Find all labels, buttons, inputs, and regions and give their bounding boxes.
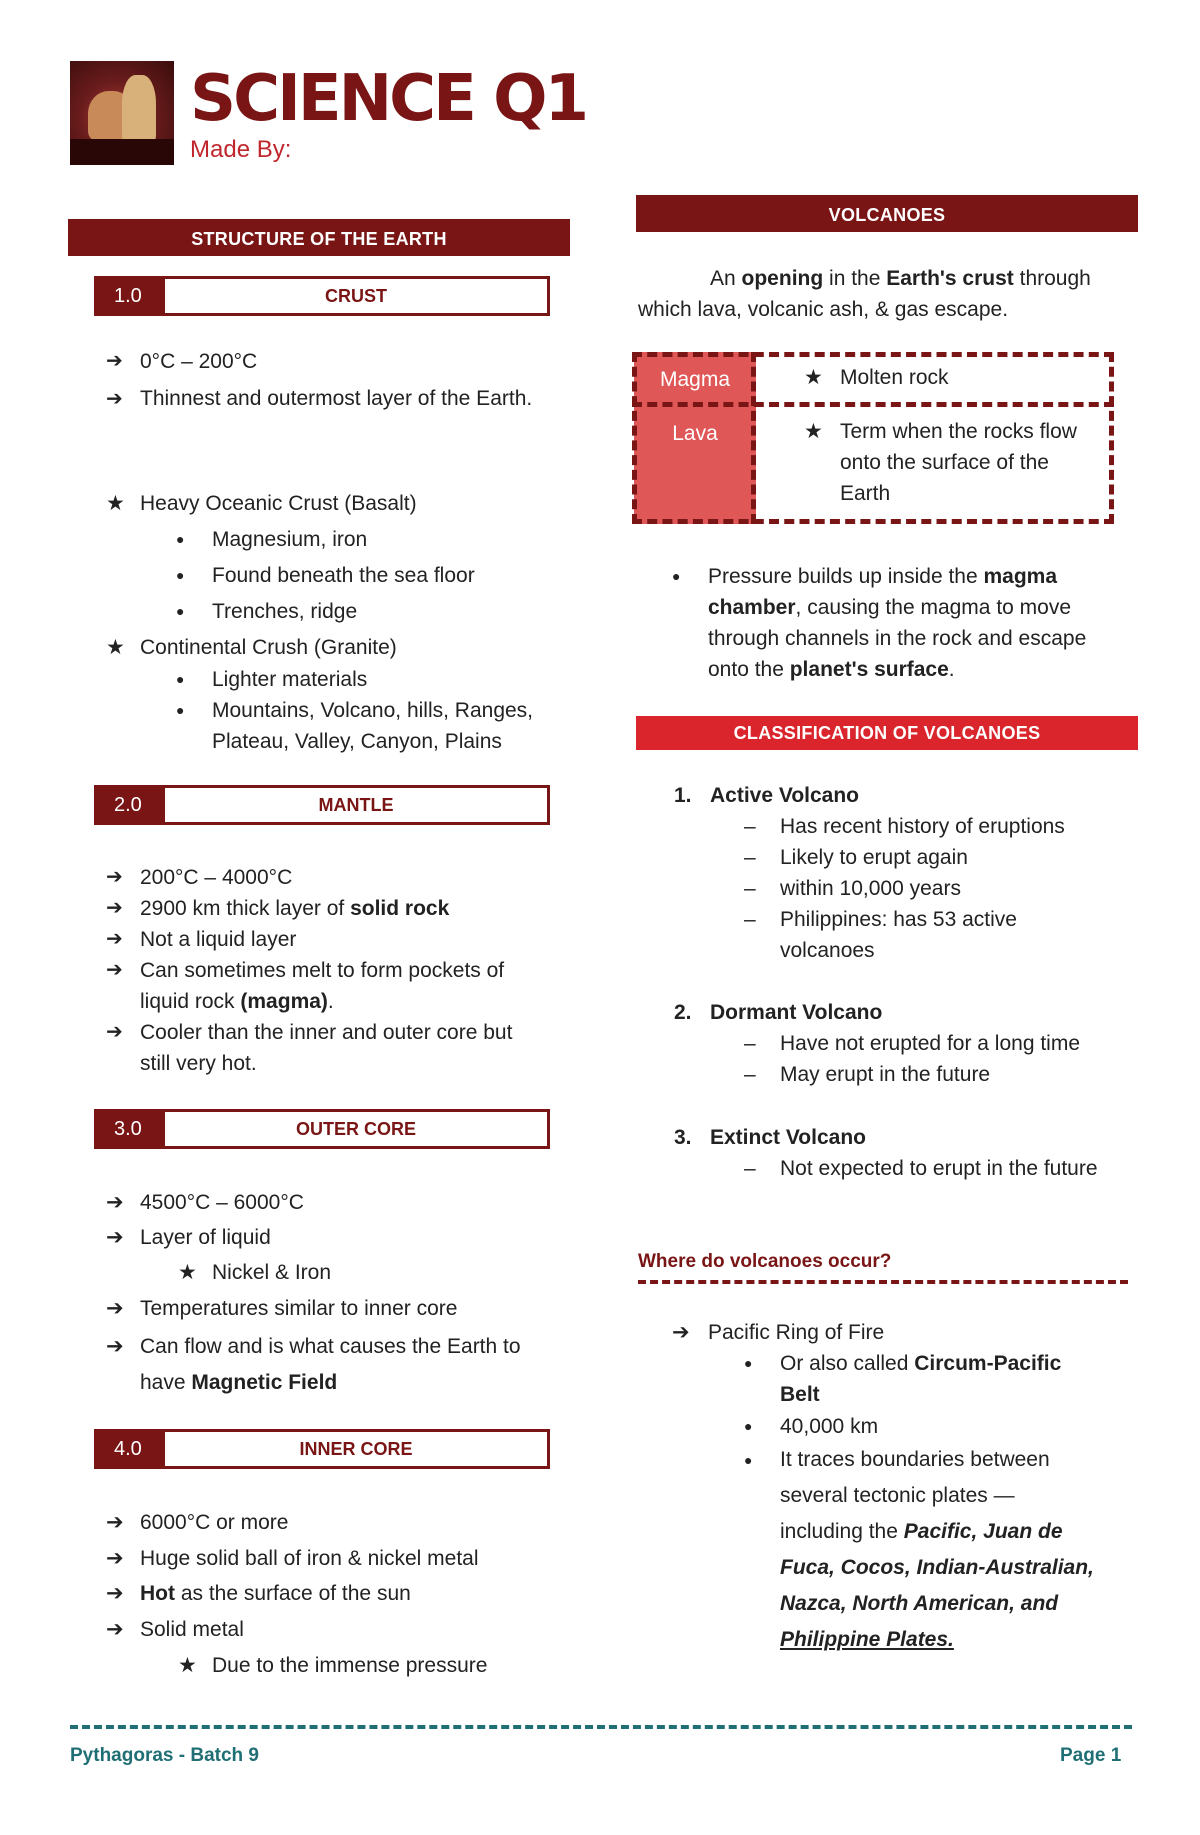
pressure-note: ● Pressure builds up inside the magma chamber, causing the magma to move through channels in the rock and escape onto the planet's surface. — [672, 565, 1087, 681]
list-item: – Has recent history of eruptions — [736, 811, 1065, 842]
page-title: SCIENCE Q1 — [190, 62, 587, 136]
layer-number: 1.0 — [94, 276, 162, 316]
layer-name: MANTLE — [162, 785, 550, 825]
list-item: – Likely to erupt again — [736, 842, 968, 873]
list-item: ➔ Can sometimes melt to form pockets of liquid rock (magma). — [94, 955, 574, 1017]
layer-number: 3.0 — [94, 1109, 162, 1149]
section-banner-classification: CLASSIFICATION OF VOLCANOES — [636, 716, 1138, 750]
page-number: Page 1 — [1060, 1745, 1122, 1766]
list-item: – Not expected to erupt in the future — [736, 1153, 1098, 1184]
layer-header-outer-core — [94, 1109, 550, 1149]
dashed-divider — [638, 1280, 1128, 1284]
crust-points — [94, 346, 568, 417]
list-item: ★ Due to the immense pressure — [94, 1650, 487, 1681]
list-item: ➔ 0°C – 200°C — [94, 346, 568, 377]
layer-name: INNER CORE — [162, 1429, 550, 1469]
extinct-volcano-heading: 3. Extinct Volcano — [674, 1126, 866, 1149]
logo-image — [70, 61, 174, 165]
list-item: ➔ 2900 km thick layer of solid rock — [94, 893, 574, 924]
list-item: ● Trenches, ridge — [94, 596, 357, 627]
list-item: ➔ Thinnest and outermost layer of the Earth. — [94, 381, 568, 417]
list-item: ➔ Not a liquid layer — [94, 924, 574, 955]
magma-description: ★ Molten rock — [804, 366, 949, 389]
volcano-definition: An opening in the Earth's crust through which lava, volcanic ash, & gas escape. — [638, 267, 1091, 321]
section-banner-volcanoes: VOLCANOES — [636, 198, 1138, 232]
magma-lava-table — [634, 352, 1114, 524]
lava-description: ★ Term when the rocks flow onto the surface of the Earth — [804, 420, 1077, 505]
magma-label: Magma — [634, 352, 756, 408]
list-item: ➔ Huge solid ball of iron & nickel metal — [106, 1547, 479, 1570]
list-item: – within 10,000 years — [736, 873, 961, 904]
list-item: ● Lighter materials — [94, 664, 367, 695]
list-item: ● Found beneath the sea floor — [94, 560, 475, 591]
list-item: ➔ Hot as the surface of the sun — [106, 1582, 411, 1605]
footer-divider — [70, 1725, 1132, 1729]
layer-header-inner-core — [94, 1429, 550, 1469]
list-item: ● It traces boundaries between several tectonic plates — including the Pacific, Juan de Fuca, Cocos, Indian-Australian, Nazca, North American, and Philippine Plates. — [744, 1448, 1094, 1651]
layer-header-crust — [94, 276, 550, 316]
list-item: ➔ 4500°C – 6000°C — [106, 1191, 304, 1214]
list-item: ➔ 6000°C or more — [106, 1511, 289, 1534]
layer-number: 4.0 — [94, 1429, 162, 1469]
list-item: ● 40,000 km — [744, 1415, 879, 1438]
section-banner-structure: STRUCTURE OF THE EARTH — [68, 222, 570, 256]
list-item-continuation: volcanoes — [780, 939, 875, 962]
list-item: ● Mountains, Volcano, hills, Ranges, — [94, 695, 533, 726]
list-item: ➔ 200°C – 4000°C — [94, 862, 574, 893]
ring-of-fire-heading: ➔ Pacific Ring of Fire — [672, 1321, 885, 1344]
layer-name: CRUST — [162, 276, 550, 316]
oceanic-crust-heading: ★ Heavy Oceanic Crust (Basalt) — [94, 488, 417, 519]
list-item: ● Magnesium, iron — [94, 524, 367, 555]
lava-label: Lava — [634, 408, 756, 524]
list-item: – May erupt in the future — [736, 1059, 990, 1090]
where-heading: Where do volcanoes occur? — [638, 1251, 892, 1272]
footer-author: Pythagoras - Batch 9 — [70, 1745, 259, 1766]
list-item: ➔ Layer of liquid — [106, 1226, 271, 1249]
list-item: ★ Nickel & Iron — [94, 1257, 331, 1288]
layer-name: OUTER CORE — [162, 1109, 550, 1149]
list-item-continuation: Plateau, Valley, Canyon, Plains — [212, 730, 502, 753]
mantle-points — [94, 862, 574, 1079]
list-item: ➔ Solid metal — [106, 1618, 244, 1641]
active-volcano-heading: 1. Active Volcano — [674, 784, 859, 807]
list-item: – Philippines: has 53 active — [736, 904, 1017, 935]
made-by-label: Made By: — [190, 136, 292, 163]
layer-number: 2.0 — [94, 785, 162, 825]
list-item: – Have not erupted for a long time — [736, 1028, 1080, 1059]
dormant-volcano-heading: 2. Dormant Volcano — [674, 1001, 883, 1024]
list-item: ➔ Can flow and is what causes the Earth to have Magnetic Field — [106, 1335, 521, 1394]
continental-crust-heading: ★ Continental Crush (Granite) — [94, 632, 397, 663]
layer-header-mantle — [94, 785, 550, 825]
list-item: ➔ Cooler than the inner and outer core but still very hot. — [94, 1017, 574, 1079]
list-item: ● Or also called Circum-Pacific Belt — [744, 1352, 1062, 1406]
list-item: ➔ Temperatures similar to inner core — [106, 1297, 458, 1320]
